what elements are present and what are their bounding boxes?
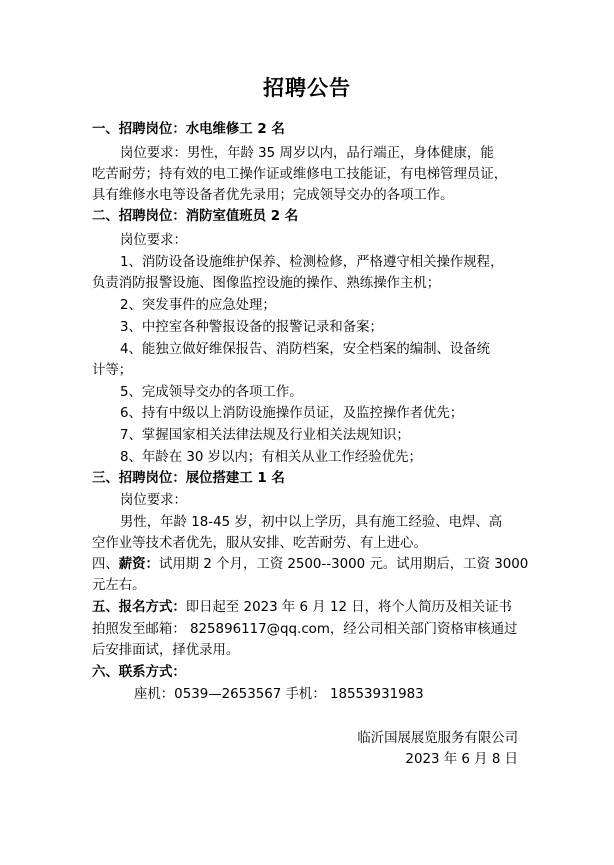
section2-heading: 二、招聘岗位：消防室值班员 2 名: [92, 209, 299, 224]
section2-item2: 2、突发事件的应急处理；: [120, 298, 276, 313]
section6-heading: 六、联系方式：: [92, 665, 186, 680]
section2-item8: 8、年龄在 30 岁以内；有相关从业工作经验优先；: [120, 450, 422, 465]
section2-item1-line2: 负责消防报警设施、图像监控设施的操作、熟练操作主机；: [92, 276, 441, 291]
section4-salary-line1: [92, 556, 532, 574]
company-signature: 临沂国展展览服务有限公司: [357, 731, 518, 746]
section2-item4-line2: 计等；: [92, 363, 133, 378]
section5-text: 即日起至 2023 年 6 月 12 日，将个人简历及相关证书: [185, 600, 512, 615]
section5-line3: 后安排面试，择优录用。: [92, 643, 240, 658]
section4-salary-line2: 元左右。: [92, 578, 146, 593]
section2-item1-line1: 1、消防设备设施维护保养、检测检修，严格遵守相关操作规程，: [120, 255, 504, 270]
section3-requirement-line1: 男性，年龄 18-45 岁，初中以上学历，具有施工经验、电焊、高: [120, 515, 503, 530]
section2-item4-line1: 4、能独立做好维保报告、消防档案，安全档案的编制、设备统: [120, 342, 491, 357]
section1-requirement-line2: 吃苦耐劳；持有效的电工操作证或维修电工技能证，有电梯管理员证，: [92, 167, 508, 182]
section5-line1: [92, 599, 532, 617]
section3-heading: 三、招聘岗位：展位搭建工 1 名: [92, 471, 285, 486]
section1-heading: 一、招聘岗位：水电维修工 2 名: [92, 122, 285, 137]
section2-item3: 3、中控室各种警报设备的报警记录和备案；: [120, 320, 383, 335]
contact-info: 座机：0539—2653567 手机： 18553931983: [134, 687, 424, 702]
section4-text: 试用期 2 个月，工资 2500--3000 元。试用期后，工资 3000: [158, 557, 529, 572]
section2-item6: 6、持有中级以上消防设施操作员证，及监控操作者优先；: [120, 406, 464, 421]
section4-prefix: 四、: [92, 557, 119, 572]
section2-item7: 7、掌握国家相关法律法规及行业相关法规知识；: [120, 428, 410, 443]
section5-label: 五、报名方式：: [92, 600, 186, 615]
section5-line2: 拍照发至邮箱： 825896117@qq.com，经公司相关部门资格审核通过: [92, 622, 518, 637]
page-title: 招聘公告: [263, 76, 351, 100]
announcement-date: 2023 年 6 月 8 日: [405, 752, 518, 767]
section2-item5: 5、完成领导交办的各项工作。: [120, 385, 303, 400]
section1-requirement-line1: 岗位要求：男性，年龄 35 周岁以内，品行端正，身体健康，能: [120, 146, 494, 161]
section3-requirement-label: 岗位要求：: [120, 493, 187, 508]
section4-label: 薪资：: [118, 557, 159, 572]
section2-requirement-label: 岗位要求：: [120, 233, 187, 248]
section1-requirement-line3: 具有维修水电等设备者优先录用；完成领导交办的各项工作。: [92, 188, 454, 203]
section3-requirement-line2: 空作业等技术者优先，服从安排、吃苦耐劳、有上进心。: [92, 536, 427, 551]
